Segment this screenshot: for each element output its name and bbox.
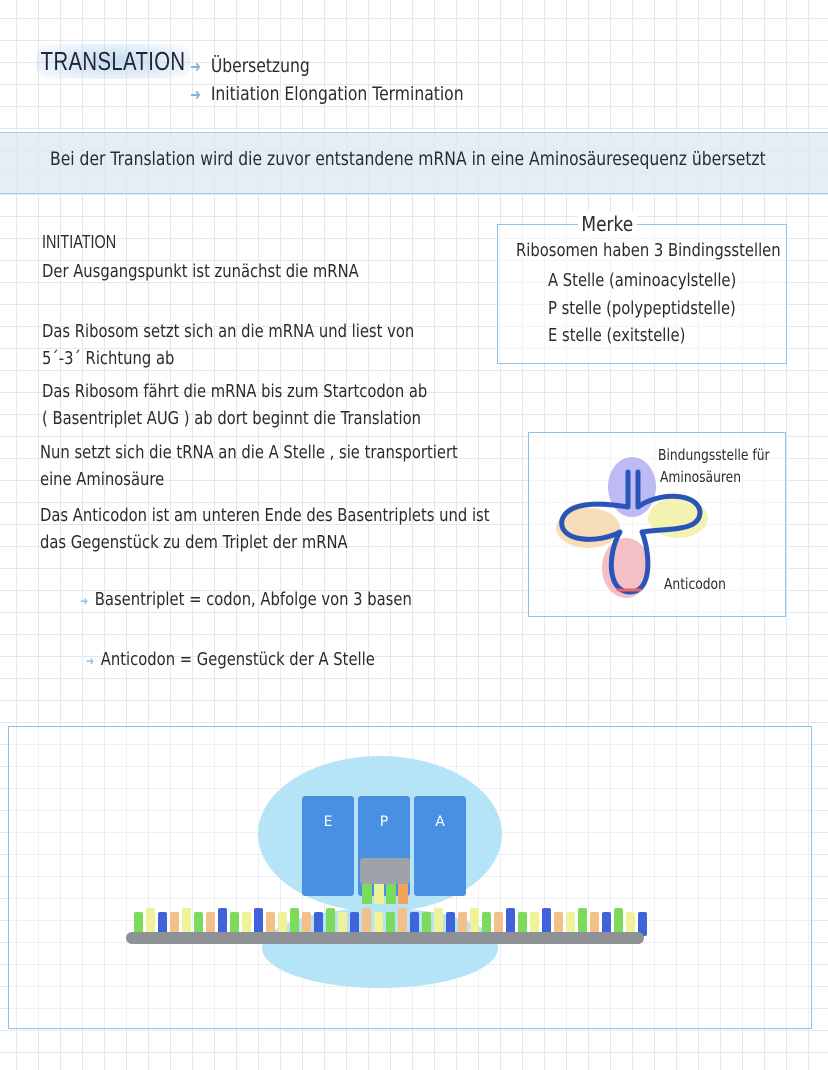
arrow-right-icon: ➜	[190, 57, 201, 76]
mrna-base	[614, 908, 623, 936]
site-e-label: E	[323, 814, 333, 830]
site-a-box	[414, 796, 466, 896]
initiation-line: Das Ribosom fährt die mRNA bis zum Startcodon ab	[42, 381, 428, 402]
page-title: TRANSLATION	[36, 44, 190, 79]
site-p-label: P	[379, 814, 389, 830]
bullet-codon: ➜ Basentriplet = codon, Abfolge von 3 basen	[80, 589, 412, 610]
arrow-right-icon: ➜	[190, 85, 201, 104]
anticodon-label: Anticodon	[664, 575, 726, 593]
arrow-right-icon: ➜	[80, 594, 89, 608]
merke-label: Merke	[578, 212, 637, 236]
mrna-base	[506, 908, 515, 936]
trna-anticodon-base	[362, 884, 372, 904]
initiation-line: das Gegenstück zu dem Triplet der mRNA	[40, 532, 348, 553]
initiation-line: eine Aminosäure	[40, 469, 165, 490]
mrna-base	[542, 908, 551, 936]
site-e-box	[302, 796, 354, 896]
binding-site-label: Aminosäuren	[660, 468, 742, 486]
trna-in-p-site	[360, 858, 410, 884]
initiation-line: ( Basentriplet AUG ) ab dort beginnt die Translation	[42, 408, 422, 429]
merke-line: A Stelle (aminoacylstelle)	[548, 270, 737, 291]
mrna-base	[470, 908, 479, 936]
mrna-base	[290, 908, 299, 936]
trna-anticodon-base	[386, 884, 396, 904]
trna-anticodon-base	[374, 884, 384, 904]
mrna-strand	[126, 932, 644, 944]
initiation-line: 5´-3´ Richtung ab	[42, 348, 175, 369]
mrna-base	[146, 908, 155, 936]
mrna-base	[578, 908, 587, 936]
initiation-line: Nun setzt sich die tRNA an die A Stelle , sie transportiert	[40, 442, 458, 463]
binding-site-label: Bindungsstelle für	[658, 446, 770, 464]
initiation-line: Das Anticodon ist am unteren Ende des Basentriplets und ist	[40, 505, 490, 526]
trna-anticodon-base	[398, 884, 408, 904]
mrna-base	[326, 908, 335, 936]
mrna-base	[182, 908, 191, 936]
mrna-bases	[134, 908, 647, 936]
arrow-right-icon: ➜	[86, 654, 95, 668]
subtitle-point-1: ➜ Übersetzung	[190, 55, 310, 77]
mrna-base	[254, 908, 263, 936]
definition-text: Bei der Translation wird die zuvor entstandene mRNA in eine Aminosäuresequenz übersetzt	[50, 148, 766, 170]
merke-line: P stelle (polypeptidstelle)	[548, 298, 736, 319]
ribosome-diagram	[8, 726, 810, 1027]
mrna-base	[434, 908, 443, 936]
merke-line: E stelle (exitstelle)	[548, 325, 686, 346]
mrna-base	[398, 908, 407, 936]
trna-top-arm	[608, 457, 656, 517]
initiation-heading: INITIATION	[42, 232, 117, 252]
subtitle-point-2: ➜ Initiation Elongation Termination	[190, 83, 464, 105]
mrna-base	[218, 908, 227, 936]
mrna-base	[362, 908, 371, 936]
site-a-label: A	[435, 814, 445, 830]
bullet-anticodon: ➜ Anticodon = Gegenstück der A Stelle	[86, 649, 375, 670]
initiation-line: Das Ribosom setzt sich an die mRNA und liest von	[42, 321, 415, 342]
initiation-line: Der Ausgangspunkt ist zunächst die mRNA	[42, 261, 359, 282]
merke-line: Ribosomen haben 3 Bindingsstellen	[516, 240, 781, 261]
